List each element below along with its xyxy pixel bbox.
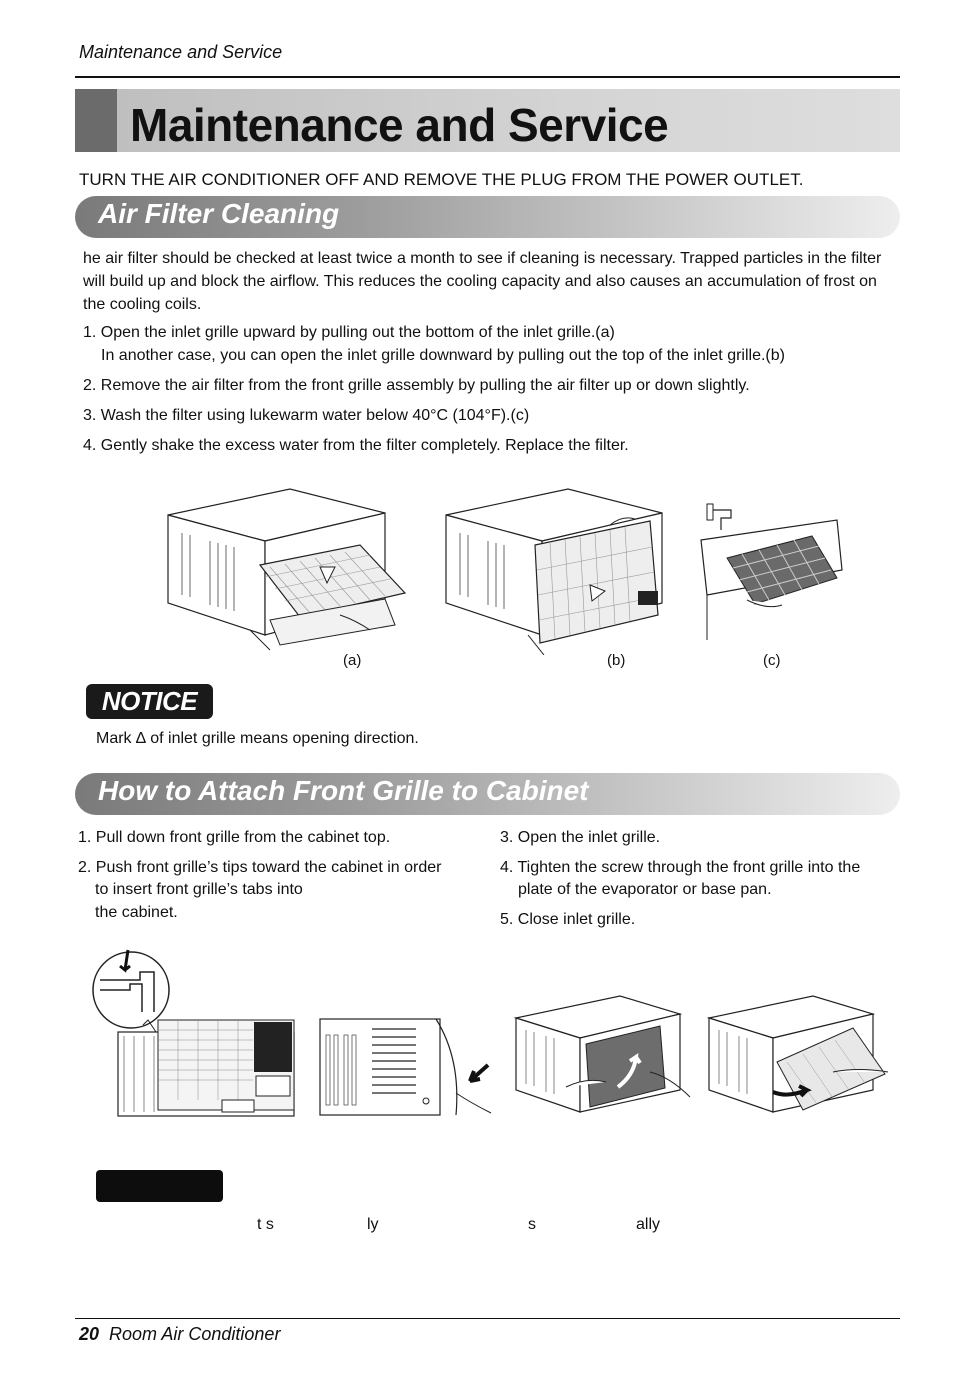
attach-step-4-cont: plate of the evaporator or base pan. xyxy=(518,881,772,898)
footer-rule xyxy=(75,1318,900,1319)
power-warning: TURN THE AIR CONDITIONER OFF AND REMOVE THE PLUG FROM THE POWER OUTLET. xyxy=(79,170,804,189)
figure-b-inlet-grille-downward xyxy=(440,485,690,655)
step-3: 3. Wash the filter using lukewarm water below 40°C (104°F).(c) xyxy=(83,407,530,424)
header-rule xyxy=(75,76,900,78)
attach-step-2-cont: to insert front grille’s tabs into xyxy=(95,881,303,898)
notice-text: Mark ∆ of inlet grille means opening direction. xyxy=(96,730,419,747)
figure-push-grille-tips xyxy=(316,1005,496,1120)
attach-step-5: 5. Close inlet grille. xyxy=(500,911,636,928)
figure-open-inlet-grille xyxy=(510,992,700,1117)
notice-badge: NOTICE xyxy=(86,684,213,719)
caption-b: (b) xyxy=(607,652,626,669)
page-title: Maintenance and Service xyxy=(130,99,669,151)
attach-step-4: 4. Tighten the screw through the front grille into the xyxy=(500,859,861,876)
text-fragment: t s xyxy=(257,1216,274,1233)
title-accent-block xyxy=(75,89,117,152)
attach-step-2-cont2: the cabinet. xyxy=(95,904,178,921)
running-head: Maintenance and Service xyxy=(79,42,283,62)
attach-step-2: 2. Push front grille’s tips toward the cabinet in order xyxy=(78,859,442,876)
text-fragment: s xyxy=(528,1216,536,1233)
figure-close-inlet-grille xyxy=(703,992,893,1117)
redacted-badge xyxy=(96,1170,223,1202)
figure-c-washing-filter xyxy=(697,500,847,650)
step-4: 4. Gently shake the excess water from the filter completely. Replace the filter. xyxy=(83,437,629,454)
step-1-alt: In another case, you can open the inlet grille downward by pulling out the top of the inlet grille.(b) xyxy=(101,347,785,364)
attach-step-1: 1. Pull down front grille from the cabinet top. xyxy=(78,829,391,846)
caption-a: (a) xyxy=(343,652,362,669)
section-heading-front-grille: How to Attach Front Grille to Cabinet xyxy=(98,775,589,806)
footer xyxy=(79,1324,280,1345)
text-fragment: ly xyxy=(367,1216,379,1233)
step-2: 2. Remove the air filter from the front grille assembly by pulling the air filter up or down slightly. xyxy=(83,377,750,394)
page-number: 20 xyxy=(79,1324,100,1344)
attach-step-3: 3. Open the inlet grille. xyxy=(500,829,661,846)
section-heading-air-filter: Air Filter Cleaning xyxy=(98,198,340,229)
figure-a-inlet-grille-upward xyxy=(160,485,410,655)
air-filter-intro: he air filter should be checked at least twice a month to see if cleaning is necessary. Trapped particles in the filter will build up and block the airflow. This reduces the cooling capacity and also causes an accumulation of frost on the cooling coils. xyxy=(83,250,882,313)
text-fragment: ally xyxy=(636,1216,661,1233)
footer-product: Room Air Conditioner xyxy=(109,1324,281,1344)
caption-c: (c) xyxy=(763,652,781,669)
step-1: 1. Open the inlet grille upward by pulling out the bottom of the inlet grille.(a) xyxy=(83,324,615,341)
figure-front-grille-tabs xyxy=(88,940,298,1120)
